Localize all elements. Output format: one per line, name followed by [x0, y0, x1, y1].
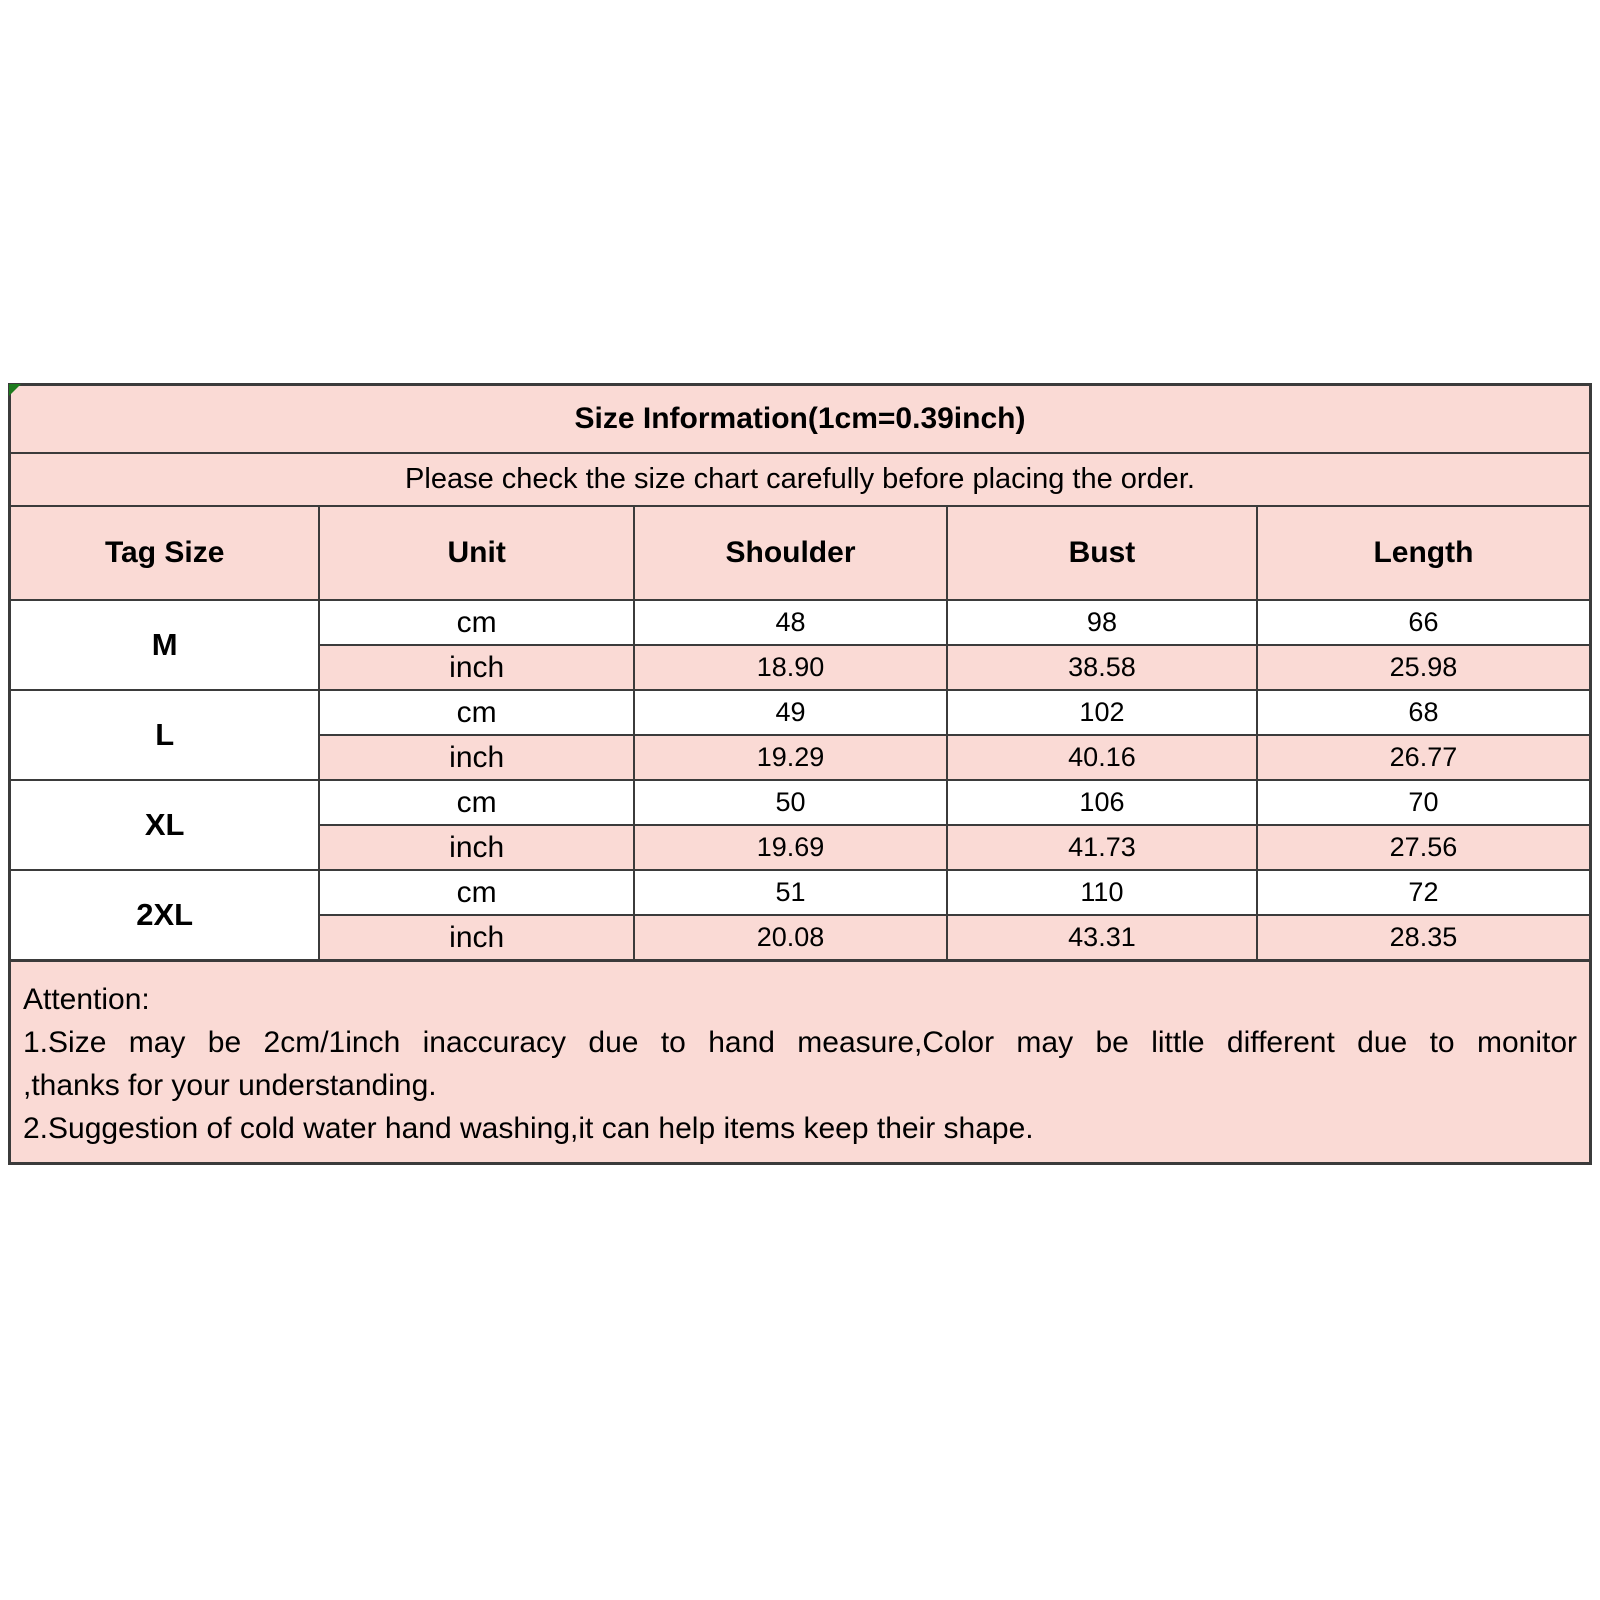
column-header-tag-size: Tag Size: [10, 506, 320, 600]
tag-size-l: L: [10, 690, 320, 780]
cell-m-inch-shoulder: 18.90: [634, 645, 947, 690]
tag-size-xl: XL: [10, 780, 320, 870]
cell-xl-cm-bust: 106: [947, 780, 1257, 825]
cell-m-cm-length: 66: [1257, 600, 1591, 645]
attention-note: [8, 962, 1592, 1165]
column-header-length: Length: [1257, 506, 1591, 600]
cell-m-cm-shoulder: 48: [634, 600, 947, 645]
cell-l-inch-bust: 40.16: [947, 735, 1257, 780]
cell-xl-inch-length: 27.56: [1257, 825, 1591, 870]
cell-2xl-cm-length: 72: [1257, 870, 1591, 915]
unit-cell-l-inch: inch: [319, 735, 634, 780]
column-header-bust: Bust: [947, 506, 1257, 600]
column-header-unit: Unit: [319, 506, 634, 600]
cell-m-inch-length: 25.98: [1257, 645, 1591, 690]
unit-cell-xl-cm: cm: [319, 780, 634, 825]
attention-line-1: 1.Size may be 2cm/1inch inaccuracy due to hand measure,Color may be little different due to monitor: [23, 1026, 1577, 1059]
tag-size-2xl: 2XL: [10, 870, 320, 961]
table-subtitle: Please check the size chart carefully before placing the order.: [10, 453, 1591, 506]
cell-2xl-cm-bust: 110: [947, 870, 1257, 915]
attention-line-2: ,thanks for your understanding.: [23, 1069, 437, 1102]
cell-l-inch-length: 26.77: [1257, 735, 1591, 780]
cell-l-cm-bust: 102: [947, 690, 1257, 735]
unit-cell-m-inch: inch: [319, 645, 634, 690]
cell-l-inch-shoulder: 19.29: [634, 735, 947, 780]
cell-xl-inch-shoulder: 19.69: [634, 825, 947, 870]
cell-2xl-inch-bust: 43.31: [947, 915, 1257, 961]
excel-corner-marker-icon: [9, 384, 21, 396]
size-table: [8, 383, 1592, 962]
cell-2xl-inch-length: 28.35: [1257, 915, 1591, 961]
unit-cell-m-cm: cm: [319, 600, 634, 645]
unit-cell-2xl-cm: cm: [319, 870, 634, 915]
cell-2xl-cm-shoulder: 51: [634, 870, 947, 915]
size-chart-table: [8, 383, 1592, 1165]
tag-size-m: M: [10, 600, 320, 690]
unit-cell-l-cm: cm: [319, 690, 634, 735]
unit-cell-xl-inch: inch: [319, 825, 634, 870]
cell-2xl-inch-shoulder: 20.08: [634, 915, 947, 961]
table-title: Size Information(1cm=0.39inch): [10, 385, 1591, 454]
cell-m-cm-bust: 98: [947, 600, 1257, 645]
cell-l-cm-length: 68: [1257, 690, 1591, 735]
attention-heading: Attention:: [23, 983, 150, 1016]
cell-m-inch-bust: 38.58: [947, 645, 1257, 690]
cell-l-cm-shoulder: 49: [634, 690, 947, 735]
cell-xl-inch-bust: 41.73: [947, 825, 1257, 870]
column-header-shoulder: Shoulder: [634, 506, 947, 600]
unit-cell-2xl-inch: inch: [319, 915, 634, 961]
attention-line-3: 2.Suggestion of cold water hand washing,it can help items keep their shape.: [23, 1112, 1034, 1145]
cell-xl-cm-shoulder: 50: [634, 780, 947, 825]
cell-xl-cm-length: 70: [1257, 780, 1591, 825]
